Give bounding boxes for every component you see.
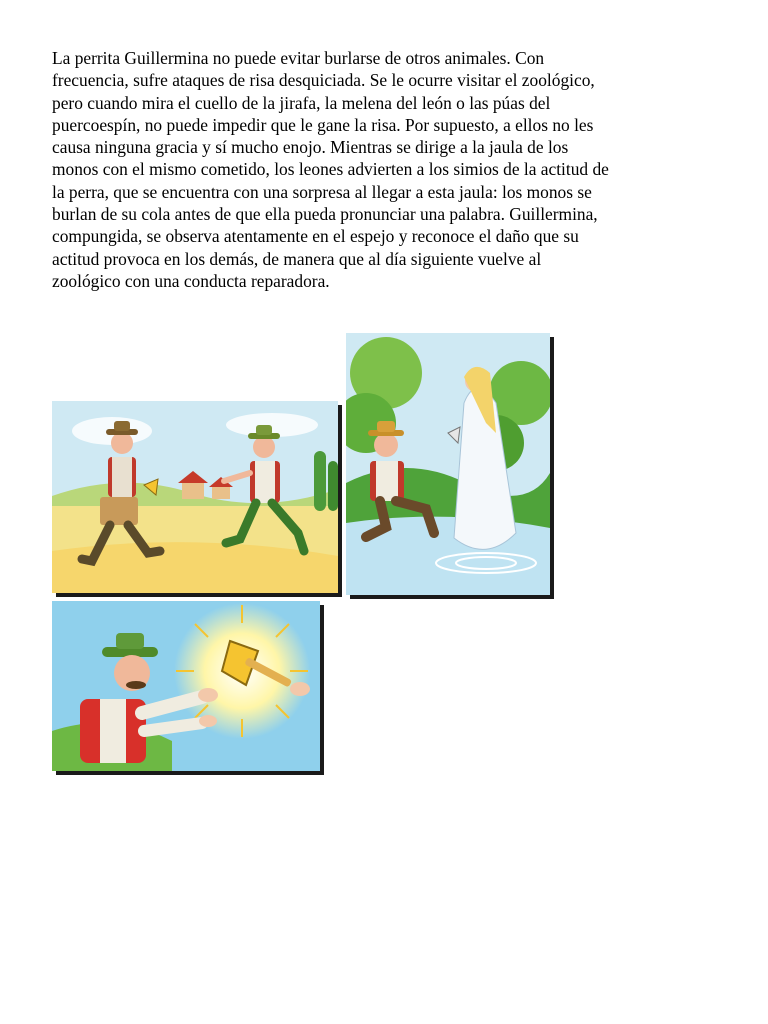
story-line: monos con el mismo cometido, los leones advierten a los simios de la actitud de <box>52 159 609 180</box>
golden-axe-illustration <box>52 601 320 771</box>
river-fairy-illustration <box>346 333 550 595</box>
story-line: compungida, se observa atentamente en el espejo y reconoce el daño que su <box>52 226 579 247</box>
story-line: causa ninguna gracia y sí mucho enojo. Mientras se dirige a la jaula de los <box>52 137 569 158</box>
story-line: pero cuando mira el cuello de la jirafa, la melena del león o las púas del <box>52 92 551 113</box>
story-line: burlan de su cola antes de que ella pueda pronunciar una palabra. Guillermina, <box>52 204 598 225</box>
river-fairy-illustration-art <box>346 333 550 595</box>
story-line: zoológico con una conducta reparadora. <box>52 270 330 291</box>
story-line: frecuencia, sufre ataques de risa desquiciada. Se le ocurre visitar el zoológico, <box>52 70 595 91</box>
story-line: la perra, que se encuentra con una sorpresa al llegar a esta jaula: los monos se <box>52 181 592 202</box>
golden-axe-illustration-art <box>52 601 320 771</box>
story-paragraph <box>52 47 720 292</box>
story-line: actitud provoca en los demás, de manera que al día siguiente vuelve al <box>52 248 542 269</box>
woodcutters-walking-illustration <box>52 401 338 593</box>
story-line: puercoespín, no puede impedir que le gane la risa. Por supuesto, a ellos no les <box>52 114 594 135</box>
story-line: La perrita Guillermina no puede evitar burlarse de otros animales. Con <box>52 48 545 68</box>
woodcutters-walking-illustration-art <box>52 401 338 593</box>
